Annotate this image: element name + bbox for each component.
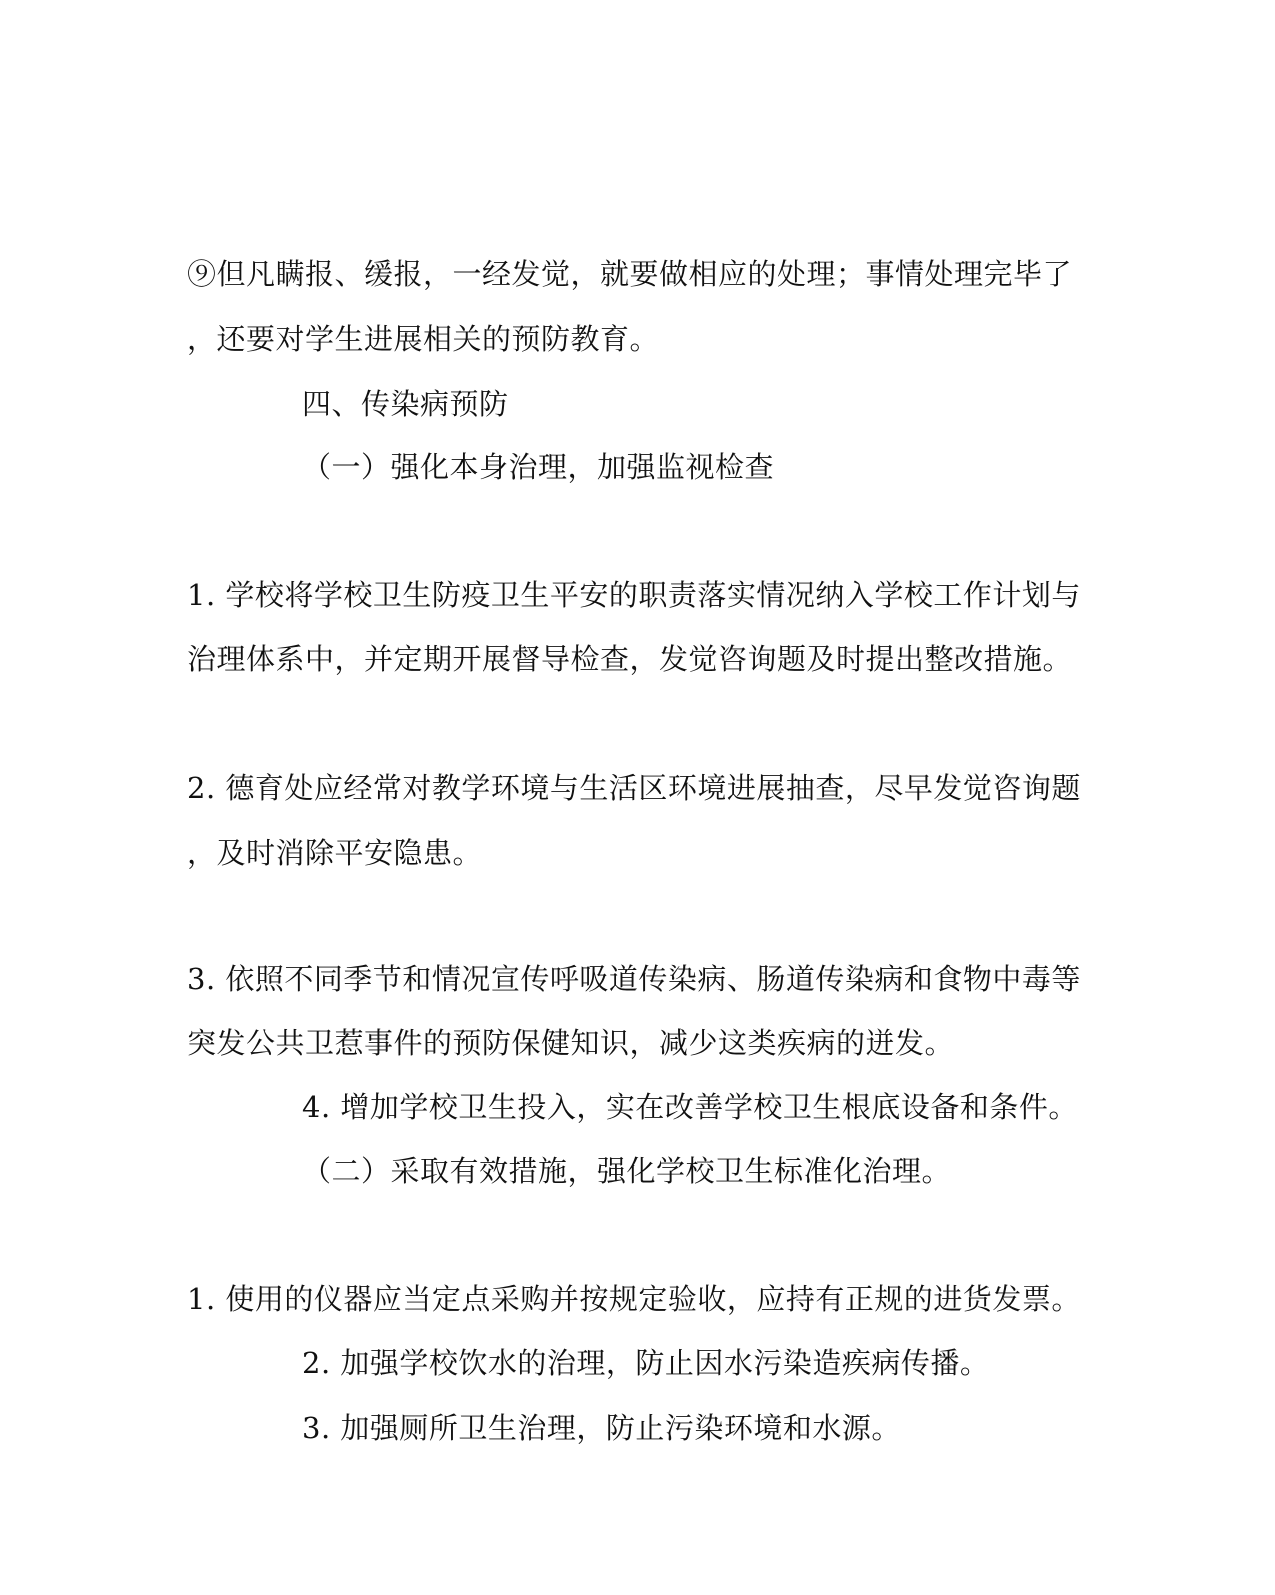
list-item-1-cont: 治理体系中，并定期开展督导检查，发觉咨询题及时提出整改措施。	[187, 642, 1073, 676]
list-item-measures-2: 2. 加强学校饮水的治理，防止因水污染造疾病传播。	[302, 1346, 990, 1380]
list-item-2-cont: ，及时消除平安隐患。	[187, 836, 483, 870]
paragraph-reporting-penalty-cont: ，还要对学生进展相关的预防教育。	[187, 322, 660, 356]
list-item-measures-1: 1. 使用的仪器应当定点采购并按规定验收，应持有正规的进货发票。	[187, 1282, 1081, 1316]
list-item-3: 3. 依照不同季节和情况宣传呼吸道传染病、肠道传染病和食物中毒等	[187, 962, 1081, 996]
subsection-heading-measures: （二）采取有效措施，强化学校卫生标准化治理。	[302, 1154, 952, 1188]
list-item-3-cont: 突发公共卫惹事件的预防保健知识，减少这类疾病的迸发。	[187, 1026, 955, 1060]
list-item-2: 2. 德育处应经常对教学环境与生活区环境进展抽查，尽早发觉咨询题	[187, 771, 1081, 805]
section-heading-disease-prevention: 四、传染病预防	[302, 387, 509, 421]
list-item-measures-3: 3. 加强厕所卫生治理，防止污染环境和水源。	[302, 1411, 901, 1445]
subsection-heading-management: （一）强化本身治理，加强监视检查	[302, 450, 775, 484]
list-item-1: 1. 学校将学校卫生防疫卫生平安的职责落实情况纳入学校工作计划与	[187, 578, 1081, 612]
paragraph-reporting-penalty: ⑨但凡瞒报、缓报，一经发觉，就要做相应的处理；事情处理完毕了	[187, 257, 1073, 291]
list-item-4: 4. 增加学校卫生投入，实在改善学校卫生根底设备和条件。	[302, 1090, 1078, 1124]
